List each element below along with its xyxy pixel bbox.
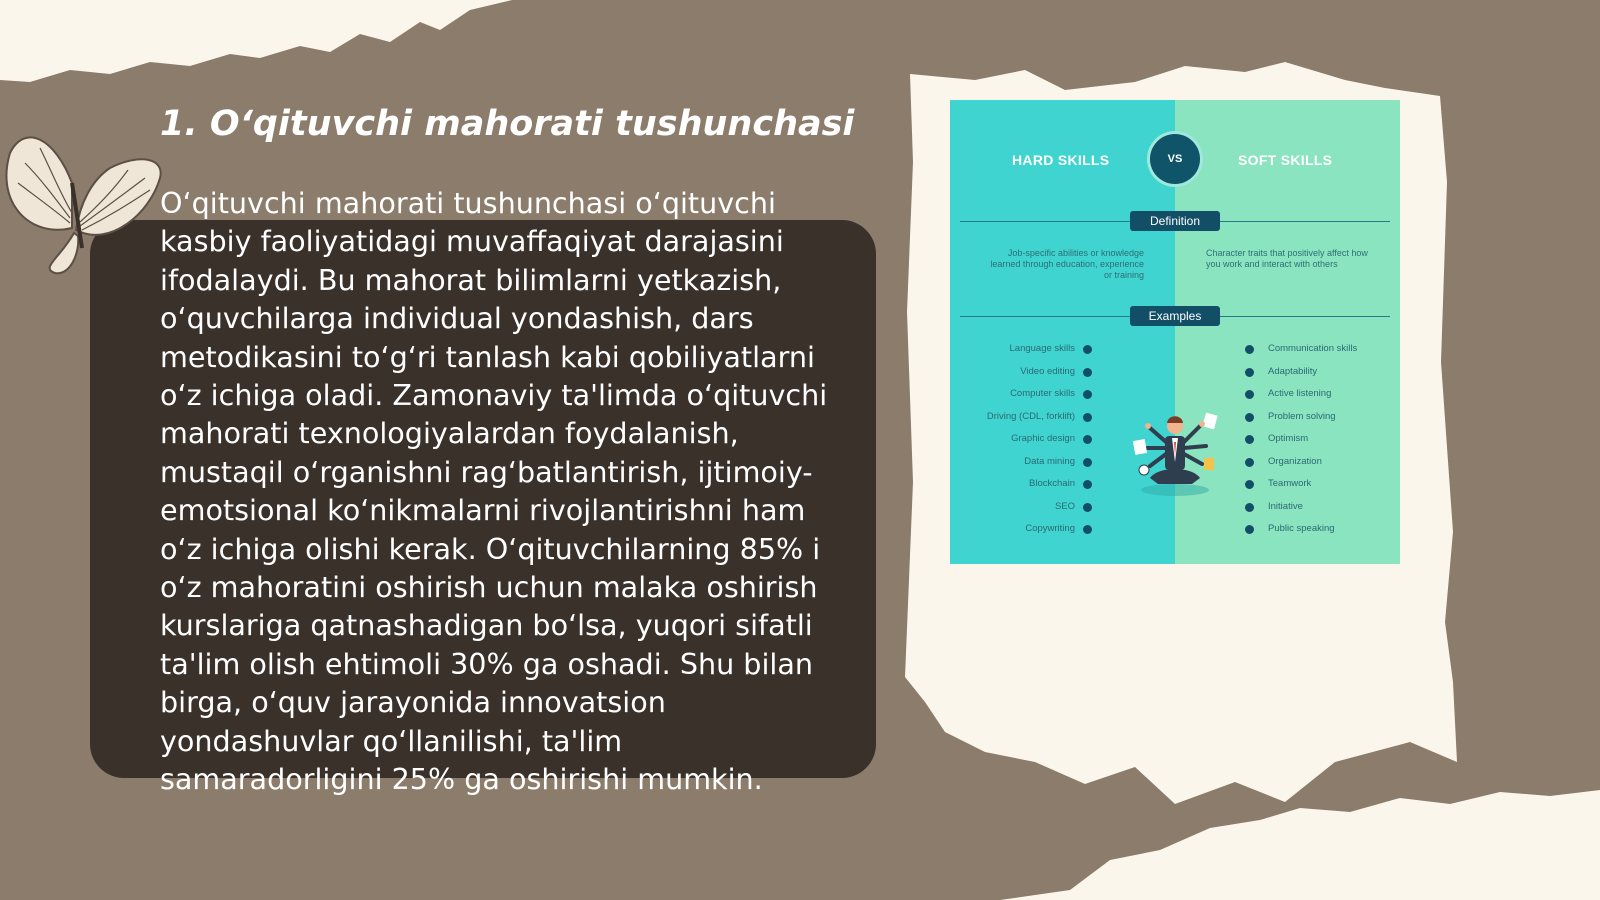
butterfly-icon (0, 108, 170, 278)
bullet-dot (1245, 458, 1254, 467)
soft-example: Adaptability (1268, 365, 1318, 377)
slide-body: O‘qituvchi mahorati tushunchasi o‘qituvchi kasbiy faoliyatidagi muvaffaqiyat darajasini ifodalaydi. Bu mahorat bilimlarni yetkazish, o‘quvchilarga individual yondashish, dars metodikasini to‘g‘ri tanlash kabi qobiliyatlarni o‘z ichiga oladi. Zamonaviy ta'limda o‘qituvchi mahorati texnologiyalardan foydalanish, mustaqil o‘rganishni rag‘batlantirish, ijtimoiy-emotsional ko‘nikmalarni rivojlantirishni ham o‘z ichiga olishi kerak. O‘qituvchilarning 85% i o‘z mahoratini oshirish uchun malaka oshirish kurslariga qatnashadigan bo‘lsa, yuqori sifatli ta'lim olish ehtimoli 30% ga oshadi. Shu bilan birga, o‘quv jarayonida innovatsion yondashuvlar qo‘llanilishi, ta'lim samaradorligini 25% ga oshirishi mumkin. (160, 186, 828, 797)
bullet-dot (1083, 525, 1092, 534)
soft-example: Problem solving (1268, 410, 1336, 422)
torn-paper-top (0, 0, 560, 95)
vs-badge: VS (1150, 134, 1200, 184)
examples-pill: Examples (1130, 306, 1220, 326)
bullet-dot (1245, 390, 1254, 399)
bullet-dot (1083, 480, 1092, 489)
bullet-dot (1245, 435, 1254, 444)
bullet-dot (1083, 368, 1092, 377)
bullet-dot (1245, 345, 1254, 354)
soft-example: Public speaking (1268, 523, 1335, 534)
bullet-dot (1083, 503, 1092, 512)
soft-example: Communication skills (1268, 343, 1358, 354)
hard-example: Copywriting (1025, 523, 1075, 534)
soft-example: Active listening (1268, 388, 1332, 399)
multitasking-person-icon (1120, 392, 1230, 502)
soft-example: Teamwork (1268, 478, 1312, 489)
hard-example: Computer skills (1010, 388, 1075, 399)
hard-example: Driving (CDL, forklift) (986, 410, 1075, 422)
soft-definition: Character traits that positively affect how you work and interact with others (1206, 248, 1368, 269)
bullet-dot (1245, 525, 1254, 534)
bullet-dot (1245, 413, 1254, 422)
bullet-dot (1083, 413, 1092, 422)
hard-skills-header: HARD SKILLS (1012, 152, 1110, 168)
soft-skills-header: SOFT SKILLS (1238, 152, 1333, 168)
slide-title: 1. O‘qituvchi mahorati tushunchasi (160, 104, 855, 144)
soft-example: Optimism (1268, 433, 1309, 444)
definition-pill: Definition (1130, 211, 1220, 231)
bullet-dot (1245, 503, 1254, 512)
hard-example: Blockchain (1029, 478, 1075, 489)
skills-infographic (950, 100, 1400, 564)
hard-example: Video editing (1020, 365, 1075, 377)
hard-definition: Job-specific abilities or knowledge learned through education, experience or training (990, 248, 1144, 280)
bullet-dot (1083, 345, 1092, 354)
bullet-dot (1245, 480, 1254, 489)
bullet-dot (1083, 435, 1092, 444)
bullet-dot (1245, 368, 1254, 377)
bullet-dot (1083, 390, 1092, 399)
hard-example: Language skills (1009, 343, 1075, 354)
hard-example: Graphic design (1011, 433, 1075, 444)
hard-example: SEO (1054, 500, 1075, 512)
bullet-dot (1083, 458, 1092, 467)
hard-example: Data mining (1024, 455, 1075, 467)
soft-example: Organization (1268, 455, 1322, 467)
soft-example: Initiative (1268, 500, 1303, 512)
